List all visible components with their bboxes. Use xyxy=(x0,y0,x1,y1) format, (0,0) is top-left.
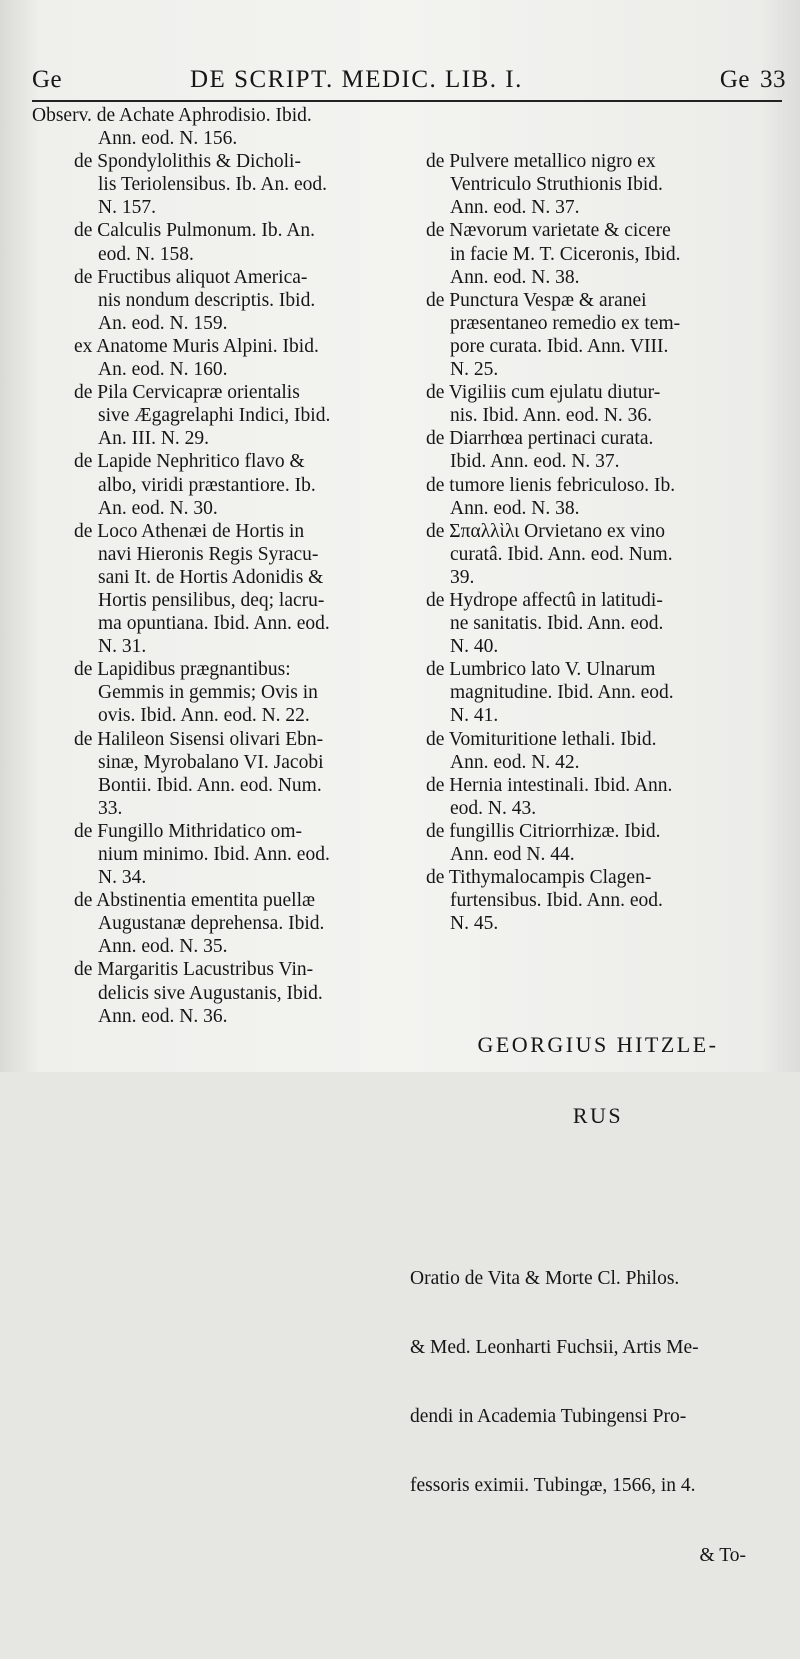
entry-title-line: de Calculis Pulmonum. Ib. An. xyxy=(74,220,316,242)
entry-title-line: de Fructibus aliquot America- xyxy=(74,266,308,288)
entry-continuation-line: ma opuntiana. Ibid. Ann. eod. xyxy=(98,613,330,635)
entry-continuation-line: magnitudine. Ibid. Ann. eod. xyxy=(450,682,674,704)
right-column xyxy=(410,104,786,1659)
entry-continuation-line: Ann. eod. N. 38. xyxy=(450,266,580,288)
author-heading xyxy=(410,986,786,1175)
right-entries xyxy=(410,150,786,935)
entry-title-line: Observ. de Achate Aphrodisio. Ibid. xyxy=(32,105,312,126)
entry-continuation-line: eod. N. 158. xyxy=(98,243,194,265)
entry-title-line: de Hydrope affectû in latitudi- xyxy=(426,589,663,611)
entry-title-line: de Lapidibus prægnantibus: xyxy=(74,659,291,681)
entry-continuation-line: Hortis pensilibus, deq; lacru- xyxy=(98,589,325,611)
catalog-entry xyxy=(32,658,400,727)
catalog-entry xyxy=(32,266,400,335)
entry-continuation-line: ne sanitatis. Ibid. Ann. eod. xyxy=(450,613,664,635)
catalog-entry xyxy=(410,150,786,219)
entry-continuation-line: pore curata. Ibid. Ann. VIII. xyxy=(450,335,669,357)
author-entry-text xyxy=(410,1220,786,1613)
entry-continuation-line: navi Hieronis Regis Syracu- xyxy=(98,543,319,565)
author-text-line: fessoris eximii. Tubingæ, 1566, in 4. xyxy=(410,1475,696,1497)
entry-continuation-line: Ann. eod. N. 37. xyxy=(450,197,580,219)
entry-continuation-line: Ibid. Ann. eod. N. 37. xyxy=(450,451,620,473)
entry-continuation-line: 33. xyxy=(98,797,123,819)
catalog-entry xyxy=(410,381,786,427)
catalog-entry xyxy=(410,289,786,381)
entry-title-line: de Vigiliis cum ejulatu diutur- xyxy=(426,382,661,404)
entry-title-line: de Diarrhœa pertinaci curata. xyxy=(426,428,654,450)
left-guide-word: Ge xyxy=(32,66,63,93)
entry-continuation-line: Ann. eod. N. 36. xyxy=(98,1005,228,1027)
entry-continuation-line: N. 45. xyxy=(450,913,499,935)
entry-continuation-line: An. III. N. 29. xyxy=(98,428,210,450)
entry-continuation-line: albo, viridi præstantiore. Ib. xyxy=(98,474,316,496)
entry-continuation-line: An. eod. N. 30. xyxy=(98,497,218,519)
entry-continuation-line: An. eod. N. 160. xyxy=(98,359,228,381)
entry-continuation-line: præsentaneo remedio ex tem- xyxy=(450,312,681,334)
catalog-entry xyxy=(410,728,786,774)
entry-continuation-line: Ann. eod. N. 35. xyxy=(98,936,228,958)
entry-continuation-line: Ann. eod. N. 42. xyxy=(450,751,580,773)
entry-title-line: de Lumbrico lato V. Ulnarum xyxy=(426,659,656,681)
author-text-line: Oratio de Vita & Morte Cl. Philos. xyxy=(410,1267,680,1289)
entry-continuation-line: Ann. eod N. 44. xyxy=(450,844,575,865)
entry-continuation-line: delicis sive Augustanis, Ibid. xyxy=(98,982,323,1004)
entry-title-line: de Pila Cervicapræ orientalis xyxy=(74,382,300,404)
entry-continuation-line: in facie M. T. Ciceronis, Ibid. xyxy=(450,243,681,265)
catalog-entry xyxy=(410,219,786,288)
catalog-entry xyxy=(32,820,400,889)
catalog-entry xyxy=(32,335,400,381)
catalog-entry xyxy=(32,219,400,265)
entry-continuation-line: nis. Ibid. Ann. eod. N. 36. xyxy=(450,405,653,427)
entry-continuation-line: ovis. Ibid. Ann. eod. N. 22. xyxy=(98,705,310,727)
catalog-entry xyxy=(410,474,786,520)
catalog-entry xyxy=(32,520,400,659)
entry-continuation-line: furtensibus. Ibid. Ann. eod. xyxy=(450,890,663,912)
catalog-entry xyxy=(32,958,400,1027)
entry-continuation-line: An. eod. N. 159. xyxy=(98,312,228,334)
entry-title-line: de Lapide Nephritico flavo & xyxy=(74,451,305,473)
entry-continuation-line: Ventriculo Struthionis Ibid. xyxy=(450,174,663,196)
header-rule xyxy=(32,100,782,102)
page-number: 33 xyxy=(760,66,786,93)
entry-continuation-line: curatâ. Ibid. Ann. eod. Num. xyxy=(450,543,673,565)
entry-continuation-line: 39. xyxy=(450,566,475,588)
entry-title-line: de Spondylolithis & Dicholi- xyxy=(74,151,301,173)
catalog-entry xyxy=(32,728,400,820)
catalog-entry xyxy=(32,450,400,519)
entry-continuation-line: sive Ægagrelaphi Indici, Ibid. xyxy=(98,405,331,427)
entry-title-line: de Σπαλλὶλι Orvietano ex vino xyxy=(426,520,665,542)
entry-title-line: de Tithymalocampis Clagen- xyxy=(426,867,652,889)
entry-title-line: de Hernia intestinali. Ibid. Ann. xyxy=(426,774,673,796)
left-column xyxy=(32,104,400,1028)
entry-continuation-line: N. 157. xyxy=(98,197,156,219)
entry-continuation-line: eod. N. 43. xyxy=(450,797,537,819)
entry-continuation-line: nis nondum descriptis. Ibid. xyxy=(98,289,316,311)
entry-continuation-line: Gemmis in gemmis; Ovis in xyxy=(98,682,318,704)
catchword: & To- xyxy=(699,1544,746,1566)
catalog-entry xyxy=(410,774,786,820)
entry-continuation-line: N. 41. xyxy=(450,705,499,727)
entry-title-line: de Loco Athenæi de Hortis in xyxy=(74,520,305,542)
entry-title-line: de Fungillo Mithridatico om- xyxy=(74,820,303,842)
entry-title-line: de Pulvere metallico nigro ex xyxy=(426,151,656,173)
entry-continuation-line: sani It. de Hortis Adonidis & xyxy=(98,566,324,588)
catalog-entry xyxy=(410,589,786,658)
author-heading-line-1: GEORGIUS HITZLE- xyxy=(477,1031,719,1057)
running-header xyxy=(30,66,786,100)
entry-title-line: de Margaritis Lacustribus Vin- xyxy=(74,959,314,981)
entry-continuation-line: Augustanæ deprehensa. Ibid. xyxy=(98,913,325,935)
entry-title-line: de fungillis Citriorrhizæ. Ibid. xyxy=(426,820,661,842)
entry-continuation-line: Ann. eod. N. 38. xyxy=(450,497,580,519)
catalog-entry xyxy=(32,889,400,958)
catalog-entry xyxy=(410,820,786,866)
right-guide-word: Ge xyxy=(719,66,750,93)
entry-title-line: de tumore lienis febriculoso. Ib. xyxy=(426,474,676,496)
entry-continuation-line: lis Teriolensibus. Ib. An. eod. xyxy=(98,174,328,196)
author-heading-line-2: RUS xyxy=(572,1102,624,1128)
catalog-entry xyxy=(32,104,400,150)
author-text-line: & Med. Leonharti Fuchsii, Artis Me- xyxy=(410,1336,699,1358)
entry-title-line: de Nævorum varietate & cicere xyxy=(426,220,671,242)
entry-continuation-line: N. 40. xyxy=(450,636,499,658)
entry-continuation-line: Bontii. Ibid. Ann. eod. Num. xyxy=(98,774,322,796)
entry-title-line: de Punctura Vespæ & aranei xyxy=(426,289,647,311)
entry-continuation-line: nium minimo. Ibid. Ann. eod. xyxy=(98,844,330,865)
catalog-entry xyxy=(32,150,400,219)
catalog-entry xyxy=(410,866,786,935)
catalog-entry xyxy=(410,520,786,589)
entry-continuation-line: N. 34. xyxy=(98,867,147,889)
entry-title-line: ex Anatome Muris Alpini. Ibid. xyxy=(74,335,319,357)
catalog-entry xyxy=(410,427,786,473)
entry-title-line: de Abstinentia ementita puellæ xyxy=(74,890,315,912)
author-text-line: dendi in Academia Tubingensi Pro- xyxy=(410,1406,687,1428)
entry-continuation-line: N. 25. xyxy=(450,359,499,381)
catalog-entry xyxy=(32,381,400,450)
entry-continuation-line: Ann. eod. N. 156. xyxy=(98,128,238,150)
entry-continuation-line: N. 31. xyxy=(98,636,147,658)
running-title: DE SCRIPT. MEDIC. LIB. I. xyxy=(190,66,523,93)
entry-continuation-line: sinæ, Myrobalano VI. Jacobi xyxy=(98,751,324,773)
entry-title-line: de Halileon Sisensi olivari Ebn- xyxy=(74,728,324,750)
catalog-entry xyxy=(410,658,786,727)
entry-title-line: de Vomituritione lethali. Ibid. xyxy=(426,728,657,750)
